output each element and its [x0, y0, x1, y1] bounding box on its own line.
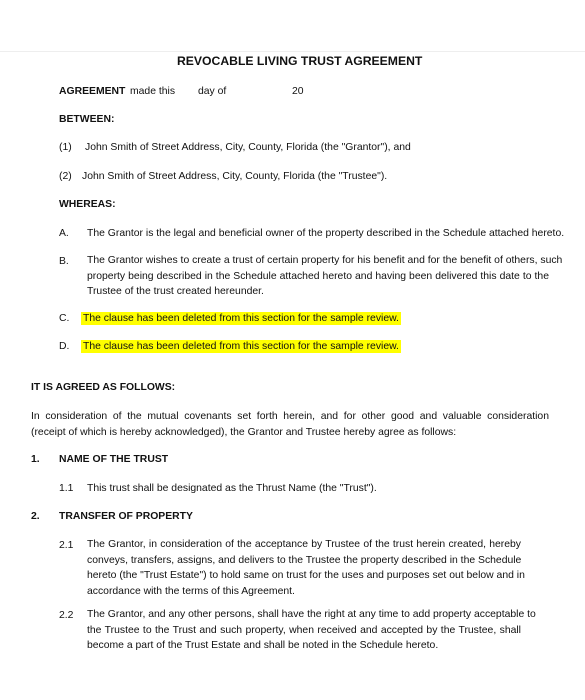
- whereas-letter-b: B.: [59, 256, 69, 267]
- section-2-heading: TRANSFER OF PROPERTY: [59, 511, 193, 522]
- clause-2-1-line: hereto (the "Trust Estate") to hold same on trust for the uses and purposes set out below and in: [87, 570, 525, 581]
- party-1-text: John Smith of Street Address, City, County, Florida (the "Grantor"), and: [85, 142, 411, 153]
- whereas-b-line: The Grantor wishes to create a trust of certain property for his benefit and for the benefit of others, such: [87, 255, 563, 266]
- clause-2-1-line: accordance with the terms of this Agreement.: [87, 585, 295, 597]
- clause-2-1-line: The Grantor, in consideration of the acceptance by Trustee of the trust herein created, hereby: [87, 539, 521, 550]
- clause-2-2-number: 2.2: [59, 610, 74, 621]
- clause-1-1-text: This trust shall be designated as the Thrust Name (the "Trust").: [87, 483, 377, 494]
- agreement-label: AGREEMENT: [59, 86, 126, 97]
- clause-2-2-paragraph: [87, 607, 536, 654]
- clause-2-2-line: the Trustee to the Trust and such property, when received and accepted by the Trustee, shall: [87, 624, 521, 636]
- party-2-number: (2): [59, 171, 72, 182]
- agreed-heading: IT IS AGREED AS FOLLOWS:: [31, 382, 176, 393]
- agreement-day-of: day of: [198, 86, 227, 97]
- party-2-text: John Smith of Street Address, City, County, Florida (the "Trustee").: [82, 171, 388, 182]
- section-1-number: 1.: [31, 454, 40, 465]
- agreed-intro-paragraph: [31, 409, 549, 440]
- clause-1-1-number: 1.1: [59, 483, 74, 494]
- between-heading: BETWEEN:: [59, 114, 115, 125]
- whereas-b-line: Trustee of the trust created hereunder.: [87, 286, 264, 297]
- clause-2-2-line: become a part of the Trust Estate and shall be noted in the Schedule hereto.: [87, 640, 439, 651]
- whereas-b-line: property being described in the Schedule attached hereto and having been delivered this date to the: [87, 270, 549, 282]
- section-1-heading: NAME OF THE TRUST: [59, 454, 169, 465]
- party-1-number: (1): [59, 142, 72, 153]
- agreement-year: 20: [292, 86, 304, 97]
- whereas-b-paragraph: [87, 253, 563, 300]
- whereas-d-deleted-clause: The clause has been deleted from this section for the sample review.: [83, 341, 399, 352]
- page-top-border: [0, 51, 585, 52]
- whereas-letter-c: C.: [59, 313, 70, 324]
- clause-2-1-paragraph: [87, 537, 525, 599]
- whereas-c-deleted-clause: The clause has been deleted from this section for the sample review.: [83, 313, 399, 324]
- agreement-made-this: made this: [130, 86, 176, 97]
- section-2-number: 2.: [31, 511, 40, 522]
- whereas-heading: WHEREAS:: [59, 199, 116, 210]
- clause-2-2-line: The Grantor, and any other persons, shall have the right at any time to add property acceptable to: [87, 609, 536, 620]
- agreed-intro-line: In consideration of the mutual covenants set forth herein, and for other good and valuable consideration: [31, 411, 549, 422]
- clause-2-1-line: conveys, transfers, assigns, and delivers to the Trustee the property described in the Schedule: [87, 554, 522, 566]
- whereas-letter-a: A.: [59, 228, 69, 239]
- whereas-letter-d: D.: [59, 341, 70, 352]
- clause-2-1-number: 2.1: [59, 540, 74, 551]
- whereas-a-text: The Grantor is the legal and beneficial owner of the property described in the Schedule attached hereto.: [87, 228, 565, 239]
- document-title: REVOCABLE LIVING TRUST AGREEMENT: [177, 54, 423, 68]
- agreed-intro-line: (receipt of which is hereby acknowledged), the Grantor and Trustee hereby agree as follows:: [31, 426, 457, 438]
